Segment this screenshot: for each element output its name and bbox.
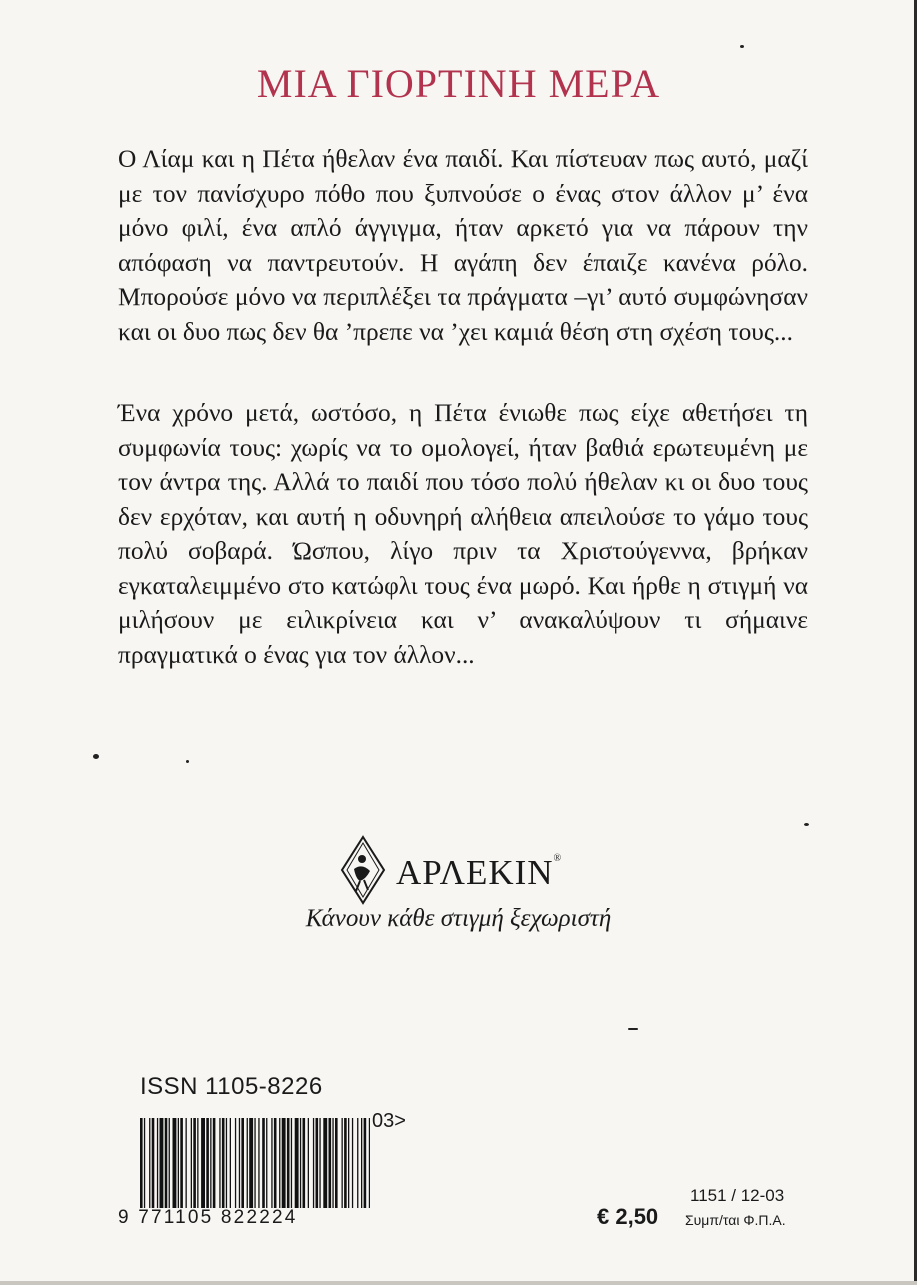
barcode-bar [247, 1118, 248, 1208]
blurb-paragraph-2: Ένα χρόνο μετά, ωστόσο, η Πέτα ένιωθε πως είχε αθετήσει τη συμφωνία τους: χωρίς να το ομολογεί, ήταν βαθιά ερωτευμένη με τον άντρα της. Αλλά το παιδί που τόσο πολύ ήθελαν κι οι δυο τους δεν ερχόταν, και αυτή η οδυνηρή αλήθεια απειλούσε το γάμο τους πολύ σοβαρά. Ώσπου, λίγο πριν τα Χριστούγεννα, βρήκαν εγκαταλειμμένο στο κατώφλι τους ένα μωρό. Και ήρθε η στιγμή να μιλήσουν με ειλικρίνεια και ν’ ανακαλύψουν τι σήμαινε πραγματικά ο ένας για τον άλλον... [118, 399, 808, 669]
barcode-bar [152, 1118, 155, 1208]
blurb-paragraph-1: Ο Λίαμ και η Πέτα ήθελαν ένα παιδί. Και πίστευαν πως αυτό, μαζί με τον πανίσχυρο πόθο που ξυπνούσε ο ένας στον άλλον μ’ ένα μόνο φιλί, ένα απλό άγγιγμα, ήταν αρκετό για να πάρουν την απόφαση να παντρευτούν. Η αγάπη δεν έπαιζε κανένα ρόλο. Μπορούσε μόνο να περιπλέξει τα πράγματα –γι’ αυτό συμφώνησαν και οι δυο πως δεν θα ’πρεπε να ’χει καμιά θέση στη σχέση τους... [118, 145, 808, 346]
barcode-bar [235, 1118, 236, 1208]
publisher-tagline: Κάνουν κάθε στιγμή ξεχωριστή [305, 905, 612, 932]
registered-mark: ® [553, 853, 563, 864]
barcode-bar [149, 1118, 150, 1208]
barcode-bar [165, 1118, 168, 1208]
barcode-bar [191, 1118, 192, 1208]
barcode-bar [348, 1118, 349, 1208]
barcode-bar [193, 1118, 196, 1208]
barcode-bar [287, 1118, 290, 1208]
publisher-name-text: ΑΡΛΕΚΙΝ [396, 853, 554, 892]
barcode-bar [241, 1118, 244, 1208]
publisher-logo [340, 835, 600, 915]
barcode-bar [303, 1118, 306, 1208]
barcode-bar [335, 1118, 338, 1208]
price: € 2,50 [597, 1204, 659, 1229]
issue-code: 1151 / 12-03 [690, 1186, 785, 1205]
publisher-name [396, 853, 562, 893]
barcode-bar [201, 1118, 205, 1208]
barcode-bar [254, 1118, 255, 1208]
barcode-bar [239, 1118, 240, 1208]
barcode-bar [186, 1118, 187, 1208]
barcode-bar [157, 1118, 158, 1208]
bottom-edge [0, 1281, 917, 1285]
barcode-bar [169, 1118, 170, 1208]
barcode-bar [300, 1118, 301, 1208]
barcode-bar [210, 1118, 211, 1208]
barcode-bar [369, 1118, 370, 1208]
barcode-bar [364, 1118, 367, 1208]
print-speck [186, 760, 189, 763]
barcode-bar [262, 1118, 265, 1208]
print-speck [93, 754, 99, 759]
barcode-bar [144, 1118, 145, 1208]
book-title: ΜΙΑ ΓΙΟΡΤΙΝΗ ΜΕΡΑ [256, 61, 661, 106]
print-speck [804, 823, 809, 826]
barcode-bar [274, 1118, 277, 1208]
barcode-bar [295, 1118, 299, 1208]
barcode-bar [271, 1118, 272, 1208]
barcode-bar [344, 1118, 347, 1208]
barcode-bar [249, 1118, 253, 1208]
barcode-bar [357, 1118, 358, 1208]
barcode-bar [160, 1118, 164, 1208]
barcode-bar [180, 1118, 183, 1208]
barcode-bar [279, 1118, 280, 1208]
barcode-bar [291, 1118, 292, 1208]
harlequin-diamond-icon [340, 835, 386, 905]
barcode-bar [222, 1118, 225, 1208]
vat-note: Συμπ/ται Φ.Π.Α. [685, 1212, 786, 1228]
barcode-bar [319, 1118, 320, 1208]
barcode-bar [329, 1118, 332, 1208]
barcode-bar [323, 1118, 327, 1208]
barcode-bar [173, 1118, 177, 1208]
barcode-digits: 9 771105 822224 [118, 1207, 298, 1228]
print-speck [740, 45, 744, 48]
barcode-bar [313, 1118, 314, 1208]
barcode-bar [266, 1118, 267, 1208]
print-speck [628, 1028, 638, 1030]
barcode-bar [178, 1118, 179, 1208]
barcode-bar [219, 1118, 220, 1208]
barcode-bar [316, 1118, 319, 1208]
barcode-bar [230, 1118, 231, 1208]
barcode-bar [140, 1118, 143, 1208]
barcode-bar [258, 1118, 259, 1208]
barcode-bar [308, 1118, 309, 1208]
barcode-bar [332, 1118, 333, 1208]
barcode-bar [226, 1118, 227, 1208]
barcode-bar [213, 1118, 216, 1208]
barcode-bar [197, 1118, 198, 1208]
barcode-bar [342, 1118, 343, 1208]
barcode-bar [352, 1118, 353, 1208]
barcode-addon: 03> [372, 1110, 406, 1132]
issn-label: ISSN 1105-8226 [140, 1073, 323, 1100]
barcode-bar [206, 1118, 209, 1208]
barcode [140, 1118, 370, 1208]
barcode-bar [282, 1118, 286, 1208]
barcode-bar [361, 1118, 362, 1208]
